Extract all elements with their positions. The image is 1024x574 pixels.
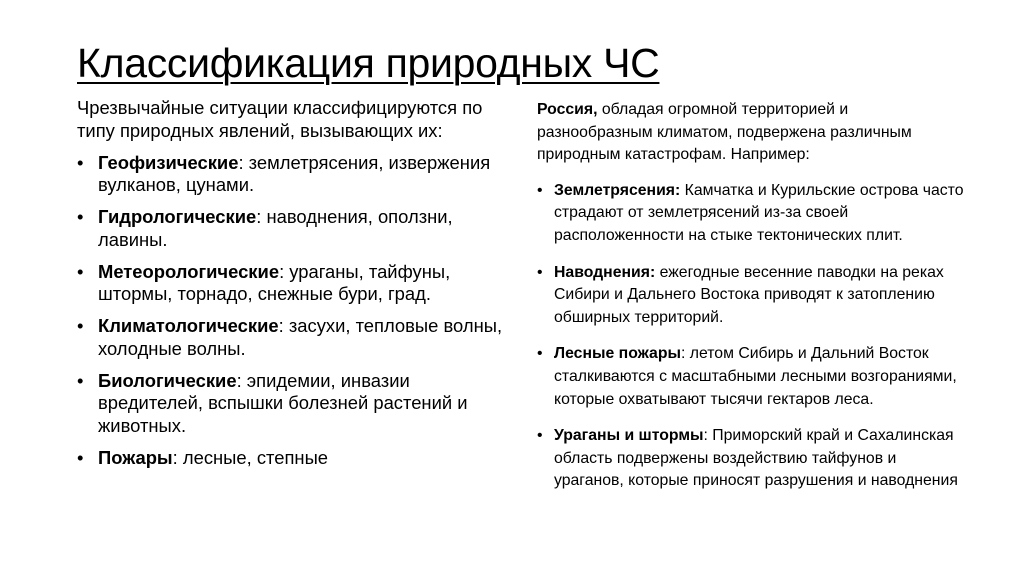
- right-column: [537, 99, 967, 493]
- bullet-icon: •: [77, 446, 84, 468]
- item-term: Геофизические: [98, 151, 239, 173]
- slide-title: Классификация природных ЧС: [77, 40, 660, 86]
- item-text: ежегодные весенние паводки на реках Сибири и Дальнего Востока приводят к затоплению обширных территорий.: [554, 263, 944, 326]
- bullet-icon: •: [537, 345, 543, 363]
- natural-hazard-types-list: [77, 152, 517, 470]
- list-item: [537, 425, 967, 493]
- right-intro: [537, 99, 967, 167]
- item-term: Климатологические: [98, 315, 279, 336]
- item-text: : летом Сибирь и Дальний Восток сталкиваются с масштабными лесными возгораниями, которые охватывают тысячи гектаров леса.: [554, 345, 957, 408]
- item-term: Биологические: [98, 369, 237, 391]
- list-item: [77, 206, 517, 251]
- item-text: : засухи, тепловые волны, холодные волны.: [98, 315, 503, 359]
- list-item: [77, 261, 517, 306]
- intro-text: обладая огромной территорией и разнообразным климатом, подвержена различным природным катастрофам. Например:: [537, 101, 912, 164]
- bullet-icon: •: [537, 263, 543, 281]
- russia-examples-list: [537, 180, 967, 493]
- item-text: Камчатка и Курильские острова часто страдают от землетрясений из-за своей расположенности на стыке тектонических плит.: [554, 181, 964, 244]
- bullet-icon: •: [537, 181, 543, 199]
- item-text: : ураганы, тайфуны, штормы, торнадо, снежные бури, град.: [98, 260, 451, 304]
- item-text: : эпидемии, инвазии вредителей, вспышки болезней растений и животных.: [98, 369, 468, 436]
- bullet-icon: •: [77, 260, 84, 282]
- left-column: [77, 97, 517, 469]
- list-item: [537, 262, 967, 330]
- item-text: : землетрясения, извержения вулканов, цунами.: [98, 151, 491, 195]
- item-term: Лесные пожары: [554, 345, 681, 363]
- item-term: Пожары: [98, 446, 173, 468]
- item-term: Метеорологические: [98, 260, 280, 282]
- item-text: : лесные, степные: [172, 446, 329, 468]
- intro-country: Россия,: [537, 101, 598, 118]
- list-item: [537, 180, 967, 248]
- bullet-icon: •: [77, 315, 84, 336]
- item-term: Гидрологические: [98, 206, 257, 227]
- item-term: Землетрясения:: [554, 181, 681, 199]
- list-item: [537, 343, 967, 411]
- list-item: [77, 152, 517, 197]
- left-intro: Чрезвычайные ситуации классифицируются по типу природных явлений, вызывающих их:: [77, 97, 483, 141]
- bullet-icon: •: [77, 151, 84, 173]
- item-text: : наводнения, оползни, лавины.: [98, 206, 453, 250]
- bullet-icon: •: [537, 427, 543, 445]
- bullet-icon: •: [77, 369, 84, 391]
- list-item: [77, 315, 517, 360]
- list-item: [77, 447, 517, 470]
- item-term: Ураганы и штормы: [554, 427, 704, 445]
- list-item: [77, 370, 517, 438]
- bullet-icon: •: [77, 206, 84, 227]
- item-text: : Приморский край и Сахалинская область подвержены воздействию тайфунов и ураганов, которые приносят разрушения и наводнения: [554, 427, 958, 490]
- item-term: Наводнения:: [554, 263, 656, 281]
